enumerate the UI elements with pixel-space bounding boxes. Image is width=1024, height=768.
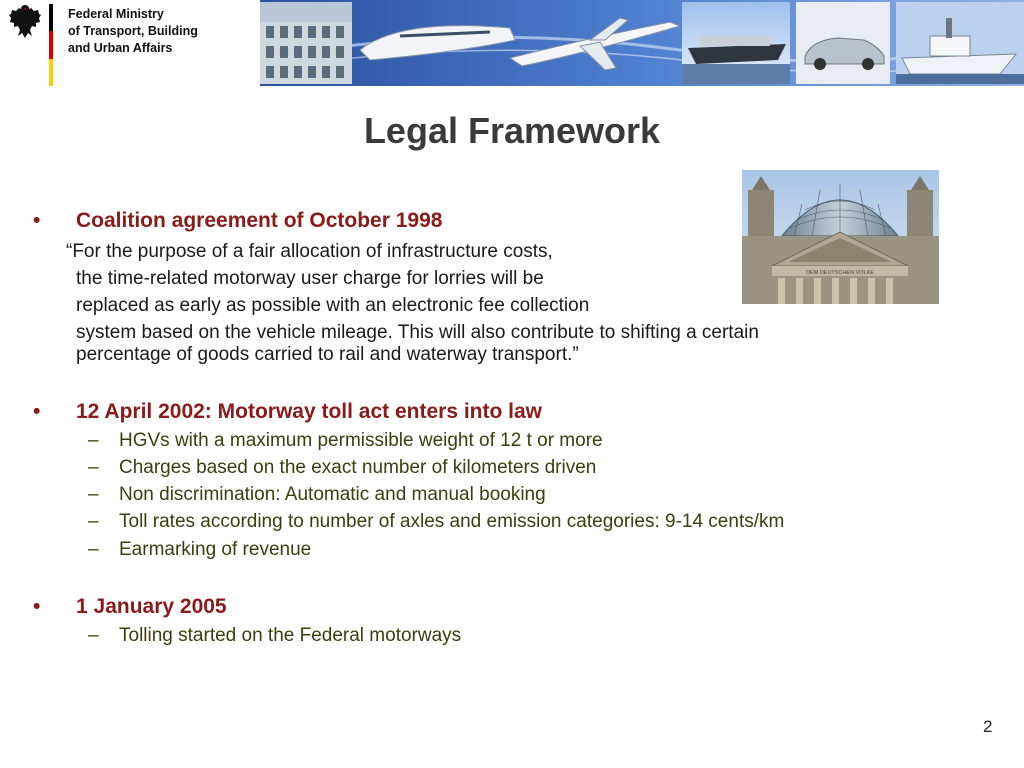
list-item-text: Charges based on the exact number of kilometers driven xyxy=(119,457,597,478)
list-item-text: Non discrimination: Automatic and manual booking xyxy=(119,484,546,505)
bullet-heading: Coalition agreement of October 1998 xyxy=(76,209,443,232)
ministry-name-line-1: Federal Ministry xyxy=(68,7,164,21)
ministry-name-line-3: and Urban Affairs xyxy=(68,41,173,55)
dash-marker: – xyxy=(88,539,99,560)
dash-marker: – xyxy=(88,430,99,451)
bullet-marker: • xyxy=(33,209,41,232)
bullet-heading: 1 January 2005 xyxy=(76,595,227,618)
list-item-text: Toll rates according to number of axles and emission categories: 9-14 cents/km xyxy=(119,511,785,532)
dash-marker: – xyxy=(88,625,99,646)
bullet-marker: • xyxy=(33,595,41,618)
bullet-heading: 12 April 2002: Motorway toll act enters into law xyxy=(76,400,543,423)
quote-line: replaced as early as possible with an electronic fee collection xyxy=(76,295,590,316)
building-inscription: DEM DEUTSCHEN VOLKE xyxy=(806,270,874,276)
quote-line: system based on the vehicle mileage. This will also contribute to shifting a certain xyxy=(76,322,759,343)
bullet-marker: • xyxy=(33,400,41,423)
list-item-text: HGVs with a maximum permissible weight of 12 t or more xyxy=(119,430,603,451)
slide-title: Legal Framework xyxy=(363,110,661,151)
dash-marker: – xyxy=(88,457,99,478)
dash-marker: – xyxy=(88,484,99,505)
list-item-text: Tolling started on the Federal motorways xyxy=(119,625,462,646)
dash-marker: – xyxy=(88,511,99,532)
quote-line: “For the purpose of a fair allocation of infrastructure costs, xyxy=(66,241,553,262)
quote-line: the time-related motorway user charge for lorries will be xyxy=(76,268,544,289)
list-item-text: Earmarking of revenue xyxy=(119,539,312,560)
quote-line: percentage of goods carried to rail and waterway transport.” xyxy=(76,344,579,365)
ministry-name-line-2: of Transport, Building xyxy=(68,24,198,38)
page-number: 2 xyxy=(983,717,993,736)
